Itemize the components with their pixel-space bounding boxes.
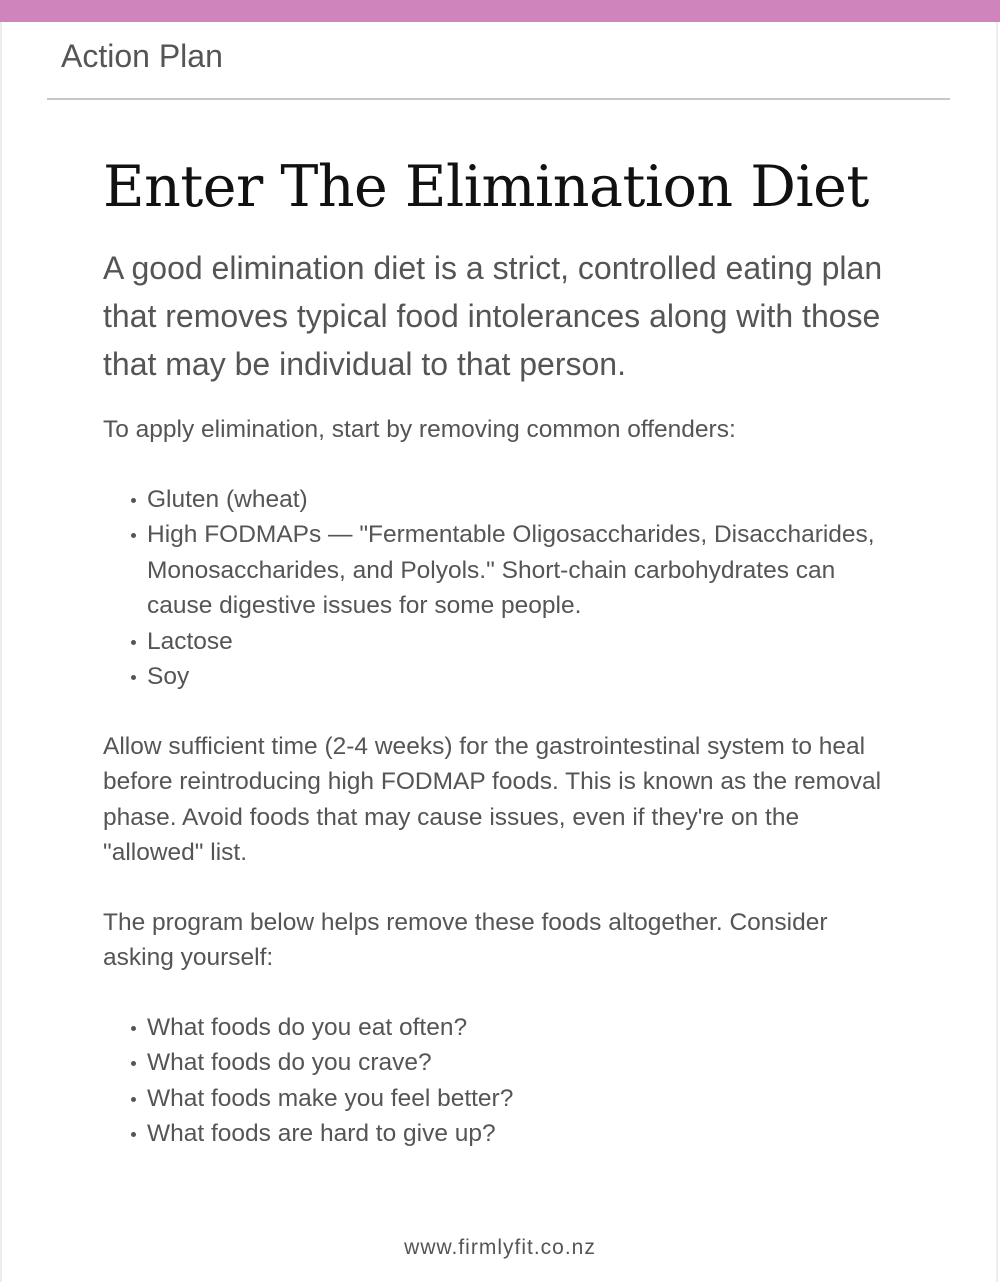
accent-top-bar	[0, 0, 1000, 22]
list-item: Soy	[147, 659, 887, 695]
removal-phase-paragraph: Allow sufficient time (2-4 weeks) for the gastrointestinal system to heal before reintroducing high FODMAP foods. This is known as the removal phase. Avoid foods that may cause issues, even if they're on the "allowed" list.	[103, 732, 882, 866]
list-item: What foods are hard to give up?	[147, 1116, 887, 1152]
section-header-title: Action Plan	[61, 38, 223, 74]
program-paragraph: The program below helps remove these foods altogether. Consider asking yourself:	[103, 908, 828, 971]
footer-website-link[interactable]: www.firmlyfit.co.nz	[404, 1236, 596, 1259]
header-divider	[47, 98, 950, 100]
list-item: Lactose	[147, 624, 887, 660]
article-content	[103, 148, 903, 1152]
article-lead: A good elimination diet is a strict, controlled eating plan that removes typical food intolerances along with those that may be individual to that person.	[103, 250, 883, 382]
list-item: Gluten (wheat)	[147, 482, 887, 518]
offenders-list	[103, 482, 887, 695]
list-item: What foods do you eat often?	[147, 1010, 887, 1046]
questions-list	[103, 1010, 887, 1152]
list-item: High FODMAPs — "Fermentable Oligosaccharides, Disaccharides, Monosaccharides, and Polyols." Short-chain carbohydrates can cause digestive issues for some people.	[147, 517, 887, 624]
list-item: What foods do you crave?	[147, 1045, 887, 1081]
article-title: Enter The Elimination Diet	[103, 154, 869, 220]
intro-paragraph: To apply elimination, start by removing common offenders:	[103, 416, 736, 443]
list-item: What foods make you feel better?	[147, 1081, 887, 1117]
